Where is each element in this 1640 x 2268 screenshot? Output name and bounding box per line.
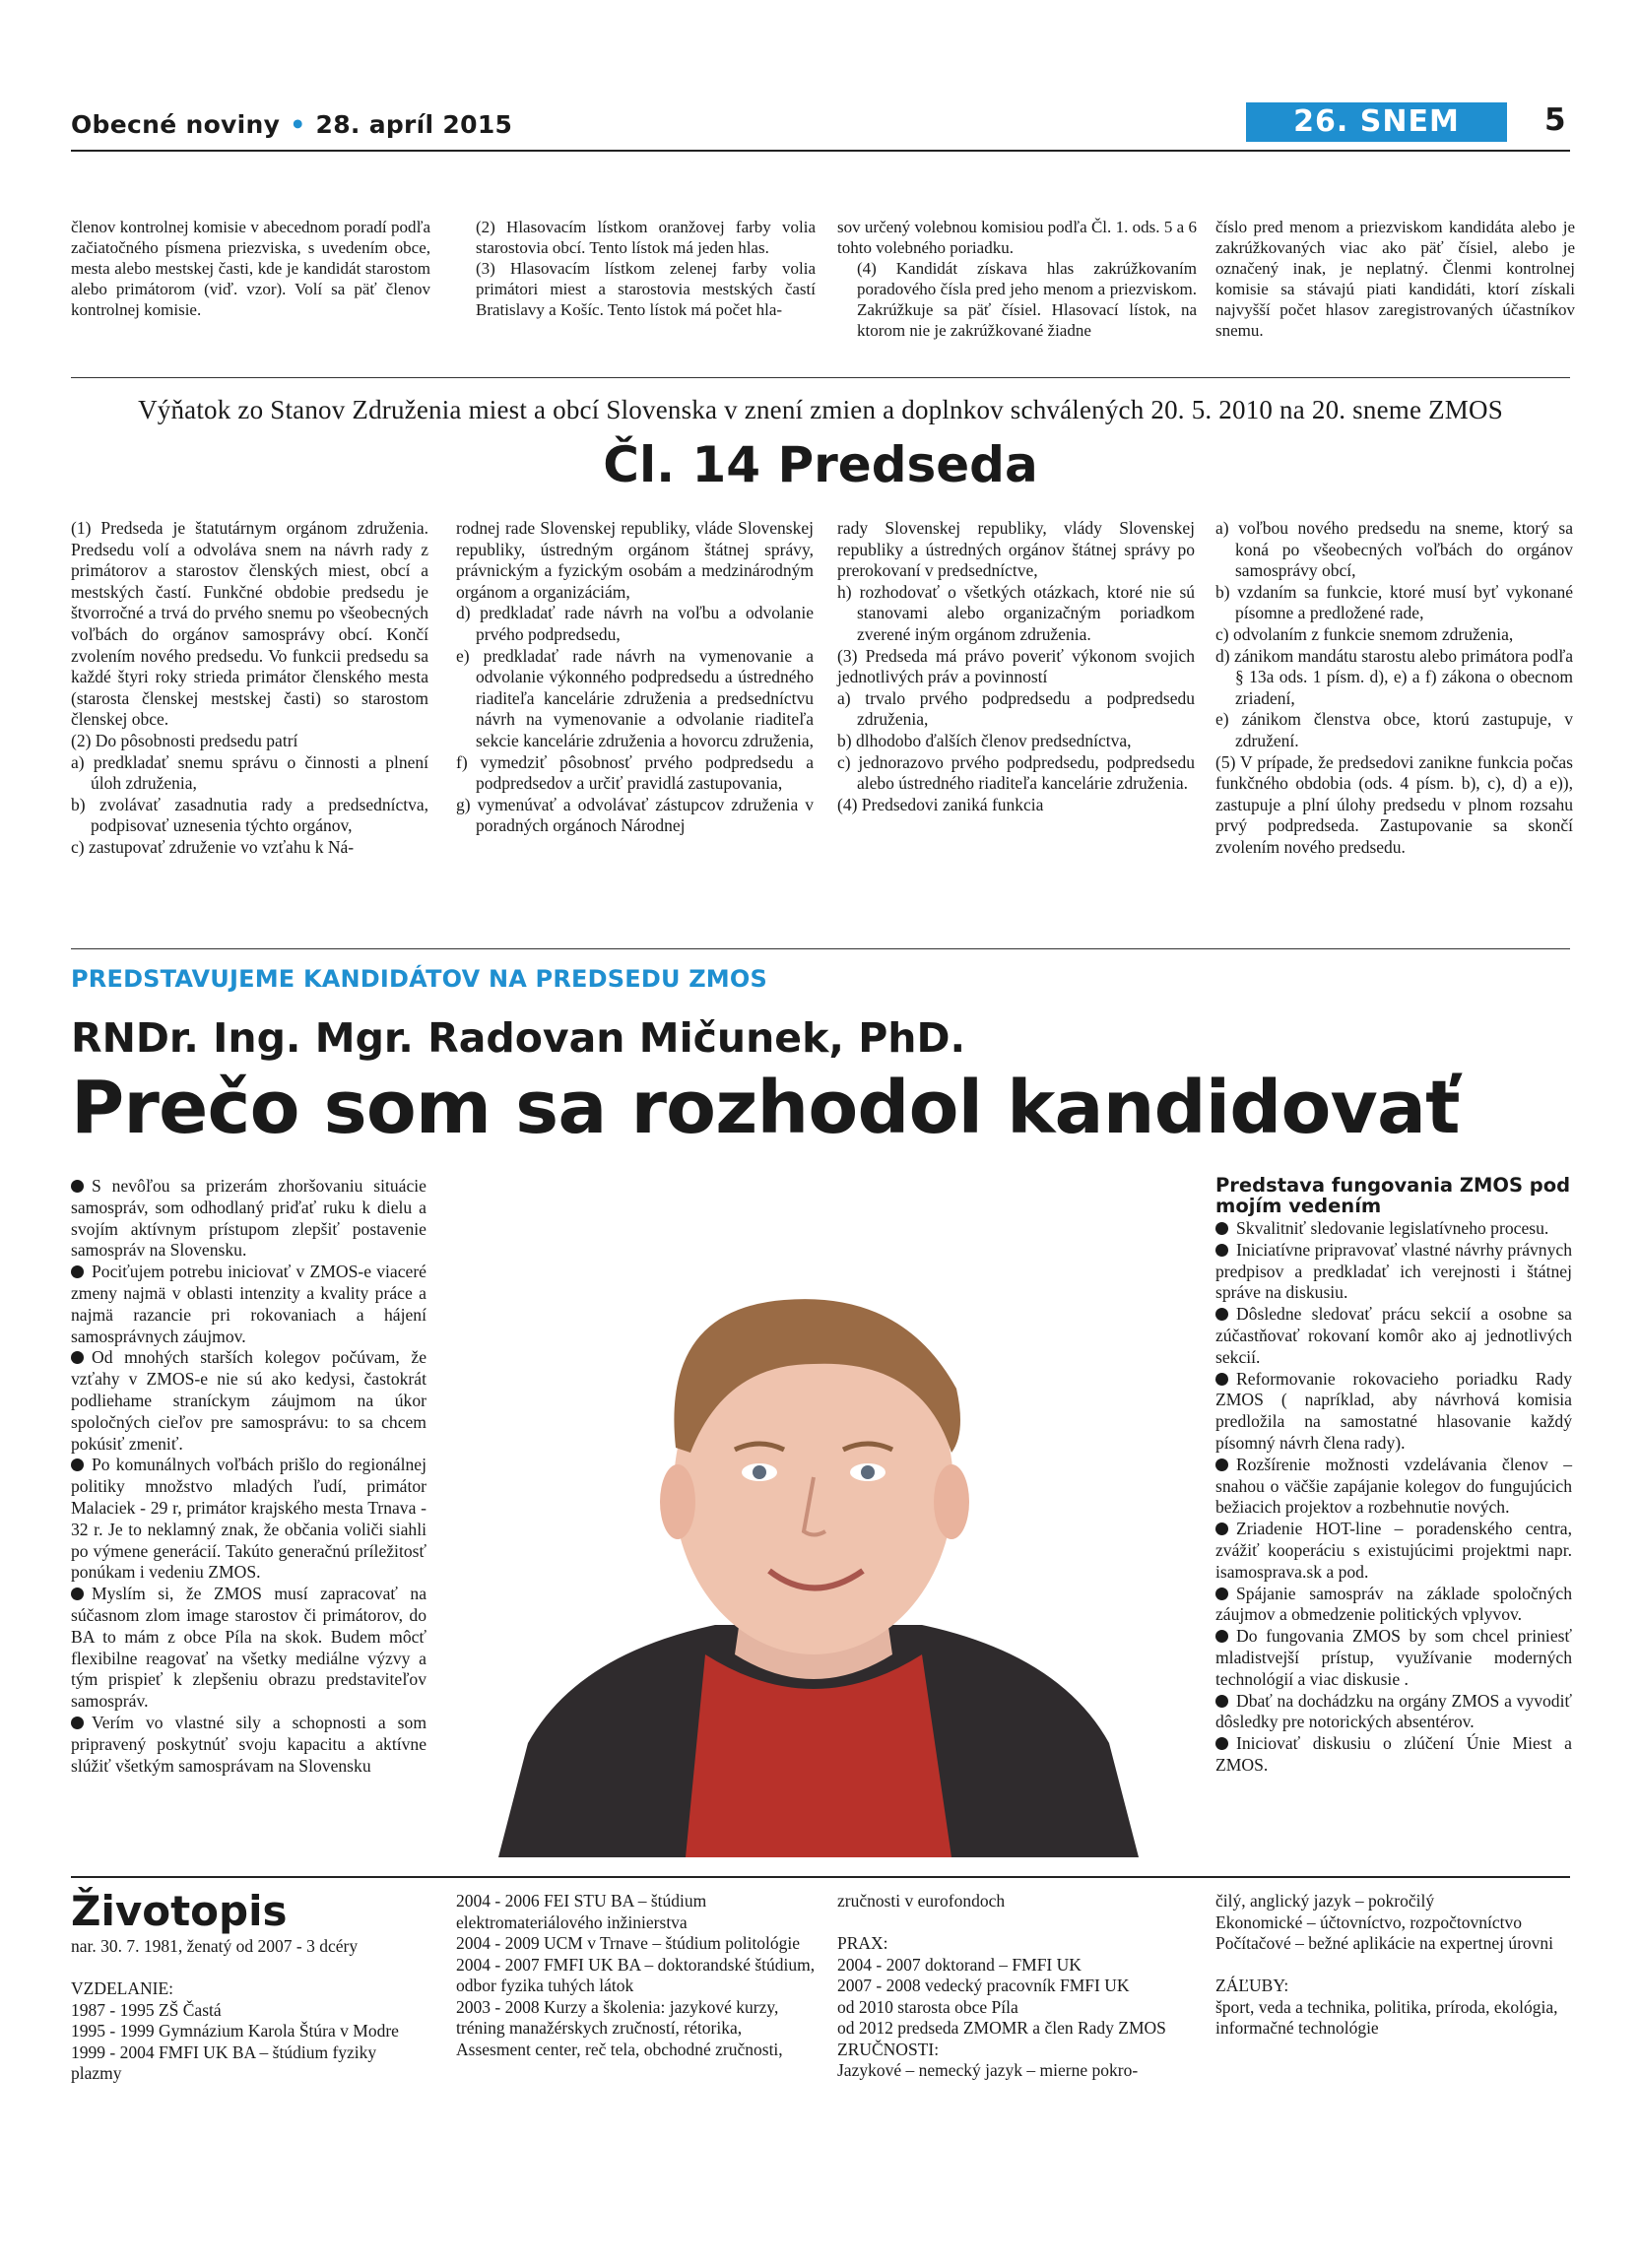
bullet-item — [1215, 1369, 1572, 1455]
paragraph: rady Slovenskej republiky, vlády Slovenskej republiky a ústredných orgánov štátnej správy po prerokovaní v predsedníctve, — [837, 518, 1195, 581]
page-header — [71, 110, 512, 139]
bio-line — [837, 1912, 1197, 1934]
bullet-text: Iniciatívne pripravovať vlastné návrhy právnych predpisov a predkladať ich verejnosti i štátnej správe na diskusiu. — [1215, 1239, 1572, 1303]
bullet-text: Spájanie samospráv na základe spoločných záujmov a obmedzenie politických vplyvov. — [1215, 1583, 1572, 1625]
vision-column — [1215, 1175, 1572, 1777]
section-label: 26. SNEM ZMOS — [1246, 102, 1507, 142]
candidate-name: RNDr. Ing. Mgr. Radovan Mičunek, PhD. — [71, 1014, 966, 1062]
list-item: e) predkladať rade návrh na vymenovanie a odvolanie výkonného podpredsedu a ústredného riaditeľa kancelárie združenia a predsedníctvu návrh na vymenovanie a odvolanie riaditeľa sekcie kancelárie združenia a hovorcu združenia, — [456, 645, 814, 750]
paragraph: (3) Predseda má právo poveriť výkonom svojich jednotlivých práv a povinností — [837, 645, 1195, 687]
bullet-icon — [71, 1717, 84, 1729]
bio-line: 1999 - 2004 FMFI UK BA – štúdium fyziky plazmy — [71, 2041, 377, 2083]
list-item: h) rozhodovať o všetkých otázkach, ktoré nie sú stanovami alebo organizačným poriadkom zverené iným orgánom združenia. — [837, 581, 1195, 644]
list-item: d) zánikom mandátu starostu alebo primátora podľa § 13a ods. 1 písm. d), e) a f) zákona o obecnom zriadení, — [1215, 645, 1573, 708]
bullet-text: Myslím si, že ZMOS musí zapracovať na súčasnom zlom image starostov či primátorov, do BA to mám z obce Píla na skok. Budem môcť flexibilne reagovať na všetky mediálne výzvy a tým prispieť k zlepšeniu obrazu predstaviteľov samospráv. — [71, 1584, 426, 1712]
bullet-icon — [1215, 1737, 1228, 1750]
bullet-text: Pociťujem potrebu iniciovať v ZMOS-e viaceré zmeny najmä v oblasti intenzity a kvality práce a najmä razancie pri rokovaniach a hájení samosprávnych záujmov. — [71, 1262, 426, 1346]
bullet-icon — [1215, 1630, 1228, 1643]
bullet-item — [1215, 1240, 1572, 1304]
list-item: d) predkladať rade návrh na voľbu a odvolanie prvého podpredsedu, — [456, 603, 814, 644]
bio-line: ZRUČNOSTI: — [837, 2039, 940, 2059]
bullet-icon — [71, 1351, 84, 1364]
bio-line: 2004 - 2007 FMFI UK BA – doktorandské štúdium, odbor fyzika tuhých látok — [456, 1954, 816, 1995]
top-column-2 — [456, 217, 816, 320]
candidate-photo — [459, 1192, 1180, 1857]
article-column-3 — [837, 518, 1195, 815]
bio-line: Ekonomické – účtovníctvo, rozpočtovníctvo — [1215, 1912, 1523, 1932]
vision-heading: Predstava fungovania ZMOS pod mojím vedením — [1215, 1174, 1571, 1217]
paragraph: (2) Hlasovacím lístkom oranžovej farby volia starostovia obcí. Tento lístok má jeden hlas. — [476, 218, 816, 257]
bullet-item — [1215, 1218, 1572, 1240]
bio-heading: Životopis — [71, 1887, 288, 1935]
article-title: Čl. 14 Predseda — [603, 436, 1038, 493]
bullet-text: Reformovanie rokovacieho poriadku Rady ZMOS ( napríklad, aby návrhová komisia predložila na samostatné hlasovanie každý písomný návrh člena rady). — [1215, 1368, 1572, 1453]
bio-line: zručnosti v eurofondoch — [837, 1891, 1006, 1911]
list-item: e) zánikom členstva obce, ktorú zastupuje, v združení. — [1215, 709, 1573, 750]
article-column-1 — [71, 518, 428, 859]
bullet-item — [1215, 1455, 1572, 1519]
bullet-icon — [71, 1588, 84, 1600]
article-column-4 — [1215, 518, 1573, 859]
bio-line: od 2010 starosta obce Píla — [837, 1996, 1018, 2017]
bio-line — [1215, 1955, 1575, 1976]
bullet-text: Dbať na dochádzku na orgány ZMOS a vyvodiť dôsledky pre notorických absentérov. — [1215, 1690, 1572, 1732]
right-bullets — [1215, 1218, 1572, 1777]
left-bullets — [71, 1176, 426, 1777]
bullet-text: Od mnohých starších kolegov počúvam, že vzťahy v ZMOS-e nie sú ako kedysi, častokrát podliehame straníckym záujmom na úkor spoločných cieľov pre samosprávu: to sa chcem pokúsiť zmeniť. — [71, 1347, 426, 1454]
paragraph: rodnej rade Slovenskej republiky, vláde Slovenskej republiky, ústredným orgánom štátnej správy, právnickým a fyzickým osobám a medzinárodným orgánom a organizáciám, — [456, 518, 814, 602]
list-item: b) zvolávať zasadnutia rady a predsedníctva, podpisovať uznesenia týchto orgánov, — [71, 794, 428, 836]
bio-column-1 — [71, 1936, 430, 2085]
list-item: f) vymedziť pôsobnosť prvého podpredsedu a podpredsedov a určiť pravidlá zastupovania, — [456, 751, 814, 794]
bio-line: 2004 - 2007 doktorand – FMFI UK — [837, 1954, 1082, 1975]
list-item: b) dlhodobo ďalších členov predsedníctva, — [837, 730, 1132, 750]
paragraph: (3) Hlasovacím lístkom zelenej farby volia primátori miest a starostovia mestských častí Bratislavy a Košíc. Tento lístok má počet hla- — [476, 259, 816, 319]
list-item: a) voľbou nového predsedu na sneme, ktorý sa koná po všeobecných voľbách do orgánov samosprávy obcí, — [1215, 518, 1573, 581]
bullet-item — [71, 1455, 426, 1584]
portrait-illustration — [459, 1192, 1180, 1857]
bio-line: šport, veda a technika, politika, príroda, ekológia, informačné technológie — [1215, 1996, 1558, 2038]
bullet-icon — [71, 1265, 84, 1278]
section-divider — [71, 377, 1570, 378]
bullet-item — [1215, 1691, 1572, 1734]
section-divider — [71, 948, 1570, 949]
top-column-3 — [837, 217, 1197, 341]
bio-line: 2007 - 2008 vedecký pracovník FMFI UK — [837, 1976, 1130, 1995]
bullet-icon — [1215, 1695, 1228, 1708]
bullet-text: Verím vo vlastné sily a schopnosti a som pripravený poskytnúť svoju kapacitu a aktívne slúžiť všetkým samosprávam na Slovensku — [71, 1712, 426, 1776]
bullet-item — [1215, 1304, 1572, 1368]
bio-column-3 — [837, 1891, 1197, 2082]
paragraph: členov kontrolnej komisie v abecednom poradí podľa začiatočného písmena priezviska, s uvedením obce, mesta alebo mestskej časti, kde je kandidát starostom alebo primátorom (viď. vzor). Volí sa päť členov kontrolnej komisie. — [71, 218, 430, 319]
bullet-icon — [71, 1180, 84, 1193]
bullet-item — [71, 1347, 426, 1455]
bio-line: Jazykové – nemecký jazyk – mierne pokro- — [837, 2060, 1139, 2080]
bio-line: čilý, anglický jazyk – pokročilý — [1215, 1891, 1435, 1911]
bio-line: 2004 - 2006 FEI STU BA – štúdium elektromateriálového inžinierstva — [456, 1891, 707, 1932]
issue-date: 28. apríl 2015 — [315, 110, 513, 139]
bio-line: PRAX: — [837, 1933, 888, 1953]
bullet-icon — [1215, 1308, 1228, 1321]
bullet-icon — [1215, 1523, 1228, 1535]
headline: Prečo som sa rozhodol kandidovať — [71, 1066, 1460, 1150]
bullet-text: Skvalitniť sledovanie legislatívneho procesu. — [1236, 1218, 1549, 1238]
section-kicker: PREDSTAVUJEME KANDIDÁTOV NA PREDSEDU ZMOS — [71, 965, 767, 993]
bullet-icon — [1215, 1458, 1228, 1471]
extract-line: Výňatok zo Stanov Združenia miest a obcí Slovenska v znení zmien a doplnkov schválených 20. 5. 2010 na 20. sneme ZMOS — [138, 395, 1503, 424]
paragraph: (4) Kandidát získava hlas zakrúžkovaním poradového čísla pred jeho menom a priezviskom. Zakrúžkuje sa päť čísiel. Hlasovací lístok, na ktorom nie je zakrúžkované žiadne — [857, 259, 1197, 340]
article-column-2 — [456, 518, 814, 837]
bullet-item — [71, 1584, 426, 1713]
paragraph: (4) Predsedovi zaniká funkcia — [837, 794, 1044, 814]
motivation-column — [71, 1176, 426, 1777]
top-column-4 — [1215, 217, 1575, 341]
separator-dot: • — [290, 110, 306, 139]
bullet-item — [1215, 1733, 1572, 1777]
bio-line: Počítačové – bežné aplikácie na expertnej úrovni — [1215, 1933, 1554, 1953]
list-item: a) trvalo prvého podpredsedu a podpredsedu združenia, — [837, 687, 1195, 730]
list-item: g) vymenúvať a odvolávať zástupcov združenia v poradných orgánoch Národnej — [456, 794, 814, 836]
bullet-item — [71, 1176, 426, 1262]
bio-line: VZDELANIE: — [71, 1978, 174, 1998]
bio-rule — [71, 1876, 1570, 1878]
list-item: c) zastupovať združenie vo vzťahu k Ná- — [71, 836, 355, 857]
paragraph: (2) Do pôsobnosti predsedu patrí — [71, 730, 298, 750]
list-item: c) odvolaním z funkcie snemom združenia, — [1215, 623, 1514, 644]
bullet-text: Do fungovania ZMOS by som chcel priniesť mladistvejší prístup, využívanie moderných technológií a viac diskusie . — [1215, 1626, 1572, 1689]
bullet-icon — [1215, 1222, 1228, 1235]
bullet-icon — [1215, 1588, 1228, 1600]
list-item: a) predkladať snemu správu o činnosti a plnení úloh združenia, — [71, 751, 428, 794]
bullet-text: Po komunálnych voľbách prišlo do regionálnej politiky množstvo mladých ľudí, primátor Malaciek - 29 r, primátor krajského mesta Trnava - 32 r. Je to neklamný znak, že občania voliči siahli po výmene generácií. Takúto generačnú príležitosť ponúkam i vedeniu ZMOS. — [71, 1455, 426, 1583]
header-rule — [71, 150, 1570, 152]
top-column-1 — [71, 217, 430, 320]
bullet-icon — [1215, 1373, 1228, 1386]
bullet-text: Iniciovať diskusiu o zlúčení Únie Miest a ZMOS. — [1215, 1733, 1572, 1775]
bio-line: 1995 - 1999 Gymnázium Karola Štúra v Modre — [71, 2021, 399, 2041]
bullet-text: Dôsledne sledovať prácu sekcií a osobne sa zúčastňovať rokovaní komôr ako aj jednotlivých sekcií. — [1215, 1304, 1572, 1367]
bio-line: 2003 - 2008 Kurzy a školenia: jazykové kurzy, tréning manažérskych zručností, rétorika, Assesment center, reč tela, obchodné zručnosti, — [456, 1996, 783, 2059]
bio-line: 1987 - 1995 ZŠ Častá — [71, 1999, 222, 2020]
page-number: 5 — [1544, 102, 1566, 138]
paragraph: číslo pred menom a priezviskom kandidáta alebo je zakrúžkovaných viac ako päť čísiel, alebo je označený inak, je neplatný. Členmi kontrolnej komisie sa stávajú piati kandidáti, ktorí získali najvyšší počet hlasov zaregistrovaných účastníkov snemu. — [1215, 218, 1575, 340]
bullet-item — [1215, 1519, 1572, 1583]
bullet-item — [1215, 1584, 1572, 1627]
bullet-item — [1215, 1626, 1572, 1690]
list-item: b) vzdaním sa funkcie, ktoré musí byť vykonané písomne a predložené rade, — [1215, 581, 1573, 623]
bio-line: ZÁĽUBY: — [1215, 1976, 1289, 1995]
paragraph: (5) V prípade, že predsedovi zanikne funkcia počas funkčného obdobia (ods. 4 písm. b), c), d) a e)), zastupuje a plní úlohy predsedu v plnom rozsahu prvý podpredseda. Zastupovanie sa skončí zvolením nového predsedu. — [1215, 751, 1573, 857]
bio-column-4 — [1215, 1891, 1575, 2040]
bullet-text: Zriadenie HOT-line – poradenského centra, zvážiť kooperáciu s existujúcimi projektmi napr. isamosprava.sk a pod. — [1215, 1519, 1572, 1582]
list-item: c) jednorazovo prvého podpredsedu, podpredsedu alebo ústredného riaditeľa kancelárie združenia. — [837, 751, 1195, 794]
bullet-text: S nevôľou sa prizerám zhoršovaniu situácie samospráv, som odhodlaný priďať ruku k dielu a svojím aktívnym prístupom zlepšiť postavenie samospráv na Slovensku. — [71, 1176, 426, 1261]
bullet-item — [71, 1262, 426, 1347]
bio-line: nar. 30. 7. 1981, ženatý od 2007 - 3 dcéry — [71, 1936, 359, 1956]
paragraph: sov určený volebnou komisiou podľa Čl. 1. ods. 5 a 6 tohto volebného poriadku. — [837, 218, 1197, 257]
bio-line: 2004 - 2009 UCM v Trnave – štúdium politológie — [456, 1933, 801, 1953]
bullet-icon — [71, 1458, 84, 1471]
bio-column-2 — [456, 1891, 816, 2060]
paragraph: (1) Predseda je štatutárnym orgánom združenia. Predsedu volí a odvoláva snem na návrh rady z primátorov a starostov členských miest, obcí a mestských častí. Funkčné obdobie predsedu je štvorročné a trvá do prvého snemu po všeobecných voľbách do orgánov samosprávy obcí. Končí zvolením nového predsedu. Vo funkcii predsedu sa každé štyri roky strieda primátor členského mesta (starosta členskej mestskej časti) so starostom členskej obce. — [71, 518, 428, 730]
bullet-item — [71, 1713, 426, 1777]
paper-name: Obecné noviny — [71, 110, 281, 139]
bullet-text: Rozšírenie možnosti vzdelávania členov – snahou o väčšie zapájanie kolegov do fungujúcich bežiacich projektov a rozbehnutie nových. — [1215, 1454, 1572, 1518]
bio-line: od 2012 predseda ZMOMR a člen Rady ZMOS — [837, 2018, 1166, 2038]
bullet-icon — [1215, 1244, 1228, 1257]
bio-line — [71, 1958, 430, 1979]
